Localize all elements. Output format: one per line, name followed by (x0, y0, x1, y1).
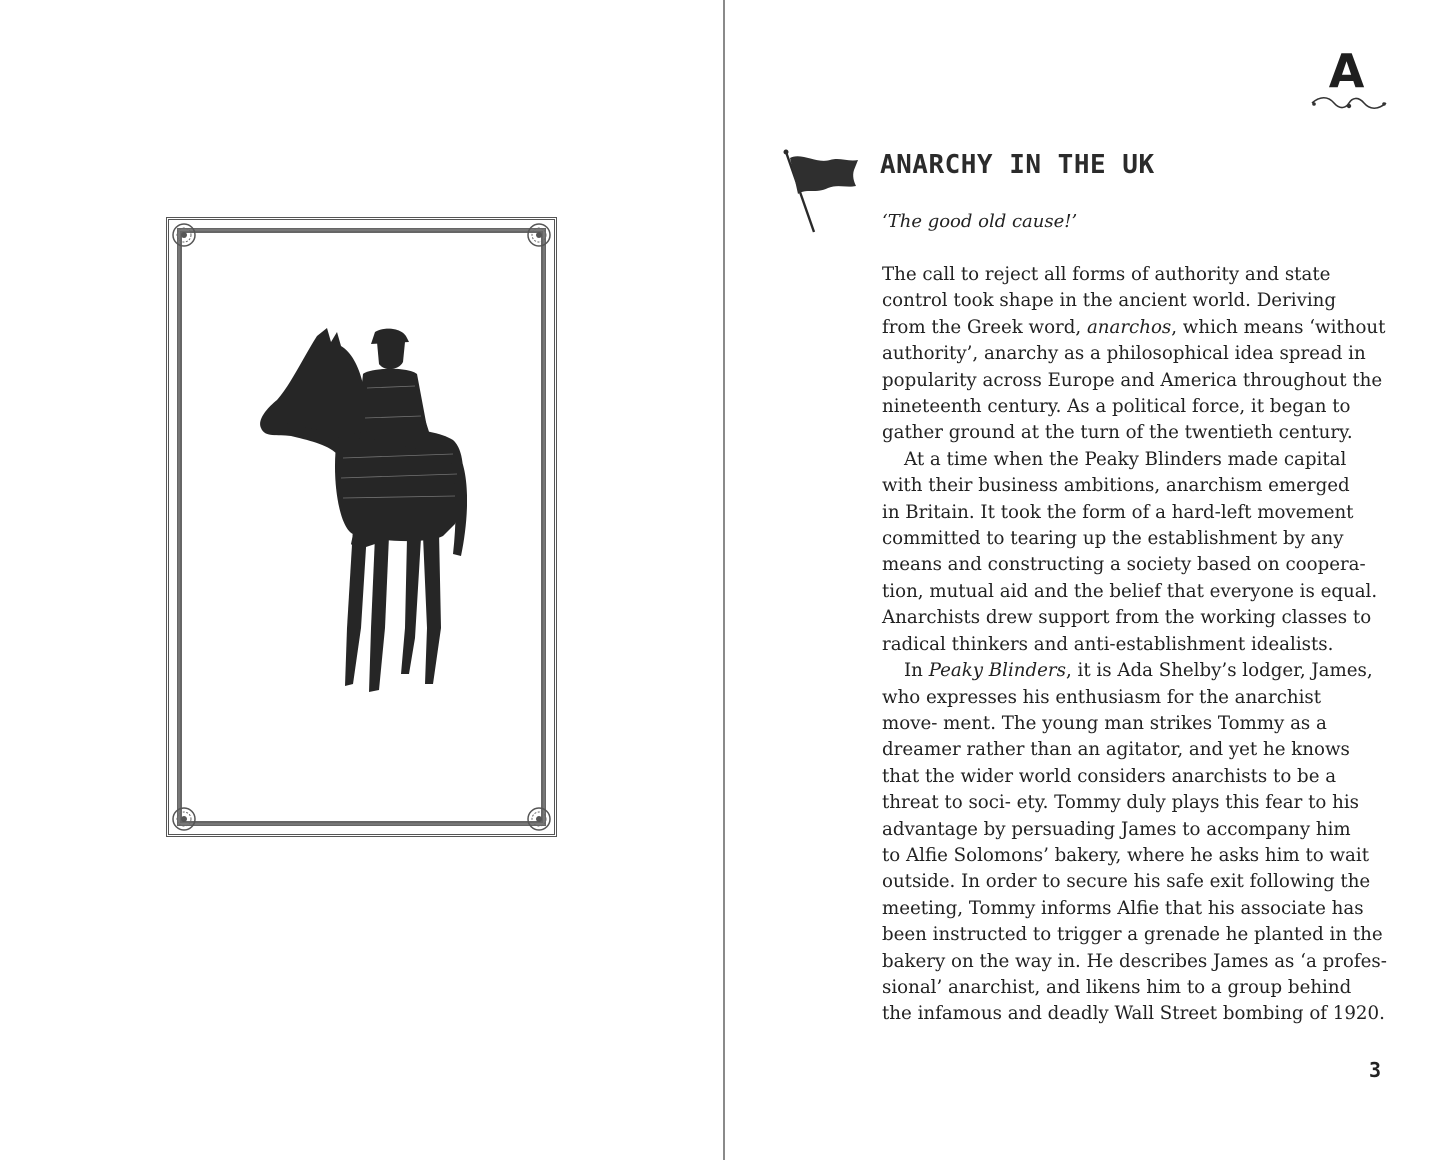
epigraph: ‘The good old cause!’ (882, 211, 1078, 232)
text-line: sional’ anarchist, and likens him to a group behind (882, 976, 1352, 998)
text-line: threat to soci- ety. Tommy duly plays this fear to his (882, 792, 1359, 814)
chapter-letter: A (1328, 44, 1364, 98)
text-line: been instructed to trigger a grenade he planted in the (882, 924, 1383, 946)
text-line: dreamer rather than an agitator, and yet he knows (882, 739, 1350, 761)
text-line: who expresses his enthusiasm for the anarchist (882, 686, 1322, 708)
text-line: outside. In order to secure his safe exit following the (882, 871, 1371, 893)
rosette-ornament-icon (171, 222, 197, 248)
body-text (882, 262, 1387, 1028)
illustration-frame (166, 217, 557, 837)
text-line: At a time when the Peaky Blinders made capital (904, 448, 1347, 470)
text-line: control took shape in the ancient world. Deriving (882, 290, 1337, 312)
text-line: that the wider world considers anarchists to be a (882, 765, 1337, 787)
text-line: The call to reject all forms of authority and state (882, 264, 1331, 285)
rosette-ornament-icon (171, 806, 197, 832)
rosette-ornament-icon (526, 222, 552, 248)
text-segment: , which means ‘without (1171, 316, 1386, 338)
text-line: authority’, anarchy as a philosophical idea spread in (882, 343, 1366, 365)
flag-icon (776, 148, 860, 234)
text-segment: , it is Ada Shelby’s lodger, James, (1065, 660, 1373, 682)
text-line: nineteenth century. As a political force, it began to (882, 396, 1351, 418)
text-line: in Britain. It took the form of a hard-left movement (882, 501, 1354, 523)
page-gutter-divider (723, 0, 725, 1160)
text-line: to Alfie Solomons’ bakery, where he asks him to wait (882, 844, 1370, 866)
text-line: committed to tearing up the establishment by any (882, 528, 1344, 550)
text-line: advantage by persuading James to accompany him (882, 818, 1351, 840)
text-line: gather ground at the turn of the twentieth century. (882, 422, 1353, 444)
text-line (882, 658, 1382, 684)
italic-term: Peaky Blinders (928, 660, 1066, 682)
rider-on-horse-illustration (257, 328, 467, 728)
text-line: tion, mutual aid and the belief that everyone is equal. (882, 580, 1378, 602)
italic-term: anarchos (1086, 316, 1172, 338)
section-heading: ANARCHY IN THE UK (880, 150, 1155, 180)
text-segment: from the Greek word, (882, 316, 1087, 338)
text-line: the infamous and deadly Wall Street bombing of 1920. (882, 1003, 1385, 1025)
text-line: move- ment. The young man strikes Tommy as a (882, 712, 1327, 734)
text-line (882, 315, 1386, 341)
text-line: meeting, Tommy informs Alfie that his associate has (882, 897, 1364, 919)
text-line: Anarchists drew support from the working classes to (882, 607, 1372, 629)
rosette-ornament-icon (526, 806, 552, 832)
text-line: bakery on the way in. He describes James as ‘a profes- (882, 950, 1387, 972)
text-line: popularity across Europe and America throughout the (882, 369, 1383, 391)
flourish-ornament-icon (1310, 94, 1388, 112)
text-segment: In (904, 660, 929, 682)
text-line: with their business ambitions, anarchism emerged (882, 475, 1350, 497)
text-line: means and constructing a society based on coopera- (882, 554, 1366, 576)
page-number: 3 (1368, 1058, 1382, 1082)
text-line: radical thinkers and anti-establishment idealists. (882, 633, 1334, 655)
